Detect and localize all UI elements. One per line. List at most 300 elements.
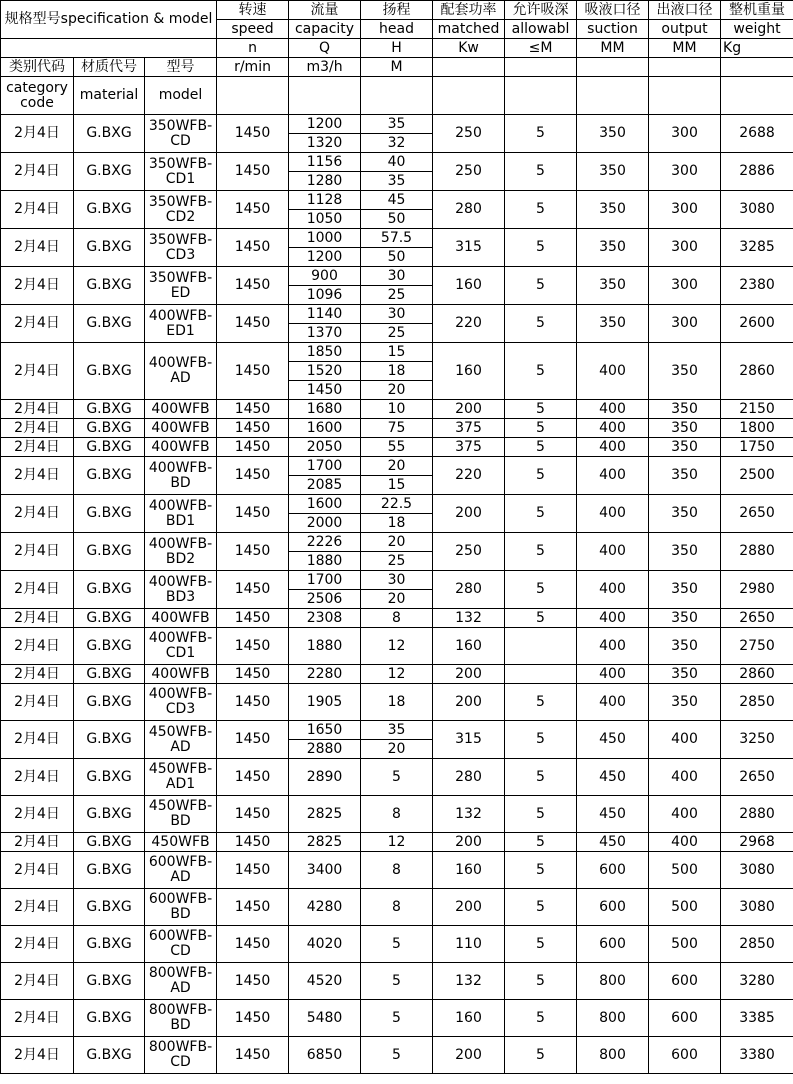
table-row <box>1 963 793 1000</box>
head-cell: 20 <box>361 590 433 609</box>
category-cell: 2月4日 <box>1 571 74 609</box>
header-unit: ≤M <box>505 39 577 58</box>
power-cell: 200 <box>433 833 505 852</box>
header-unit2 <box>649 58 721 77</box>
capacity-cell: 1700 <box>289 457 361 476</box>
weight-cell: 2650 <box>721 495 793 533</box>
capacity-cell: 6850 <box>289 1037 361 1074</box>
model-cell: 400WFB-BD1 <box>145 495 217 533</box>
table-row <box>1 400 793 419</box>
weight-cell: 1750 <box>721 438 793 457</box>
suction-depth-cell: 5 <box>505 759 577 796</box>
blank-cell <box>433 77 505 115</box>
model-cell: 800WFB-AD <box>145 963 217 1000</box>
material-cell: G.BXG <box>74 665 145 684</box>
power-cell: 160 <box>433 267 505 305</box>
suction-cell: 400 <box>577 419 649 438</box>
power-cell: 200 <box>433 889 505 926</box>
head-cell: 25 <box>361 286 433 305</box>
capacity-cell: 2890 <box>289 759 361 796</box>
header-unit2 <box>721 58 793 77</box>
head-cell: 8 <box>361 852 433 889</box>
speed-cell: 1450 <box>217 759 289 796</box>
weight-cell: 3080 <box>721 889 793 926</box>
suction-cell: 350 <box>577 153 649 191</box>
speed-cell: 1450 <box>217 1000 289 1037</box>
output-cell: 350 <box>649 438 721 457</box>
suction-cell: 400 <box>577 628 649 665</box>
head-cell: 8 <box>361 609 433 628</box>
output-cell: 500 <box>649 926 721 963</box>
table-body <box>1 1 793 1074</box>
model-cell: 400WFB-CD3 <box>145 684 217 721</box>
material-cell: G.BXG <box>74 305 145 343</box>
head-cell: 5 <box>361 1037 433 1074</box>
power-cell: 200 <box>433 665 505 684</box>
category-cell: 2月4日 <box>1 495 74 533</box>
header-en: output <box>649 20 721 39</box>
material-header: 材质代号 <box>74 58 145 77</box>
head-cell: 25 <box>361 324 433 343</box>
suction-cell: 800 <box>577 963 649 1000</box>
speed-cell: 1450 <box>217 153 289 191</box>
material-cell: G.BXG <box>74 759 145 796</box>
material-cell: G.BXG <box>74 153 145 191</box>
speed-cell: 1450 <box>217 721 289 759</box>
suction-cell: 400 <box>577 438 649 457</box>
header-en: allowabl <box>505 20 577 39</box>
speed-cell: 1450 <box>217 267 289 305</box>
table-row <box>1 495 793 514</box>
output-cell: 300 <box>649 191 721 229</box>
suction-cell: 350 <box>577 229 649 267</box>
capacity-cell: 1096 <box>289 286 361 305</box>
model-cell: 450WFB-BD <box>145 796 217 833</box>
head-cell: 30 <box>361 305 433 324</box>
output-cell: 600 <box>649 1037 721 1074</box>
speed-cell: 1450 <box>217 684 289 721</box>
category-cell: 2月4日 <box>1 1037 74 1074</box>
weight-cell: 2150 <box>721 400 793 419</box>
output-cell: 500 <box>649 889 721 926</box>
suction-depth-cell: 5 <box>505 153 577 191</box>
header-zh: 允许吸深 <box>505 1 577 20</box>
weight-cell: 2688 <box>721 115 793 153</box>
category-cell: 2月4日 <box>1 926 74 963</box>
head-cell: 55 <box>361 438 433 457</box>
capacity-cell: 1128 <box>289 191 361 210</box>
header-zh: 扬程 <box>361 1 433 20</box>
material-header-en: material <box>74 77 145 115</box>
suction-depth-cell: 5 <box>505 833 577 852</box>
category-cell: 2月4日 <box>1 833 74 852</box>
header-en: head <box>361 20 433 39</box>
model-cell: 350WFB-CD <box>145 115 217 153</box>
table-row <box>1 721 793 740</box>
suction-depth-cell: 5 <box>505 1037 577 1074</box>
suction-cell: 400 <box>577 533 649 571</box>
category-cell: 2月4日 <box>1 721 74 759</box>
capacity-cell: 4020 <box>289 926 361 963</box>
material-cell: G.BXG <box>74 438 145 457</box>
table-row <box>1 419 793 438</box>
category-cell: 2月4日 <box>1 267 74 305</box>
model-cell: 400WFB <box>145 438 217 457</box>
suction-depth-cell: 5 <box>505 419 577 438</box>
suction-cell: 600 <box>577 926 649 963</box>
suction-depth-cell: 5 <box>505 533 577 571</box>
model-cell: 600WFB-CD <box>145 926 217 963</box>
material-cell: G.BXG <box>74 495 145 533</box>
power-cell: 200 <box>433 495 505 533</box>
blank-cell <box>505 77 577 115</box>
output-cell: 350 <box>649 419 721 438</box>
category-cell: 2月4日 <box>1 115 74 153</box>
material-cell: G.BXG <box>74 963 145 1000</box>
header-unit: n <box>217 39 289 58</box>
weight-cell: 2600 <box>721 305 793 343</box>
power-cell: 132 <box>433 609 505 628</box>
power-cell: 280 <box>433 759 505 796</box>
head-cell: 20 <box>361 740 433 759</box>
table-row <box>1 438 793 457</box>
power-cell: 200 <box>433 400 505 419</box>
table-row <box>1 571 793 590</box>
head-cell: 18 <box>361 684 433 721</box>
spec-model-header: 规格型号specification & model <box>1 1 217 39</box>
header-zh: 流量 <box>289 1 361 20</box>
speed-cell: 1450 <box>217 628 289 665</box>
head-cell: 20 <box>361 533 433 552</box>
header-unit2: M <box>361 58 433 77</box>
capacity-cell: 1050 <box>289 210 361 229</box>
weight-cell: 3385 <box>721 1000 793 1037</box>
suction-cell: 400 <box>577 609 649 628</box>
material-cell: G.BXG <box>74 609 145 628</box>
suction-depth-cell: 5 <box>505 852 577 889</box>
category-cell: 2月4日 <box>1 400 74 419</box>
capacity-cell: 1880 <box>289 628 361 665</box>
head-cell: 15 <box>361 476 433 495</box>
model-cell: 400WFB-BD <box>145 457 217 495</box>
weight-cell: 2886 <box>721 153 793 191</box>
header-zh: 吸液口径 <box>577 1 649 20</box>
table-row <box>1 229 793 248</box>
header-zh: 出液口径 <box>649 1 721 20</box>
model-cell: 400WFB-ED1 <box>145 305 217 343</box>
suction-cell: 350 <box>577 115 649 153</box>
model-cell: 600WFB-AD <box>145 852 217 889</box>
header-en: matched <box>433 20 505 39</box>
head-cell: 25 <box>361 552 433 571</box>
category-cell: 2月4日 <box>1 191 74 229</box>
head-cell: 18 <box>361 514 433 533</box>
suction-cell: 350 <box>577 267 649 305</box>
capacity-cell: 1156 <box>289 153 361 172</box>
output-cell: 350 <box>649 684 721 721</box>
category-cell: 2月4日 <box>1 852 74 889</box>
suction-cell: 400 <box>577 400 649 419</box>
category-cell: 2月4日 <box>1 684 74 721</box>
power-cell: 200 <box>433 684 505 721</box>
header-zh: 转速 <box>217 1 289 20</box>
capacity-cell: 2825 <box>289 833 361 852</box>
capacity-cell: 5480 <box>289 1000 361 1037</box>
power-cell: 132 <box>433 963 505 1000</box>
head-cell: 35 <box>361 721 433 740</box>
head-cell: 18 <box>361 362 433 381</box>
model-cell: 400WFB-AD <box>145 343 217 400</box>
suction-depth-cell: 5 <box>505 571 577 609</box>
head-cell: 5 <box>361 759 433 796</box>
speed-cell: 1450 <box>217 833 289 852</box>
speed-cell: 1450 <box>217 609 289 628</box>
output-cell: 350 <box>649 343 721 400</box>
blank-cell <box>649 77 721 115</box>
category-cell: 2月4日 <box>1 665 74 684</box>
suction-cell: 350 <box>577 305 649 343</box>
output-cell: 600 <box>649 963 721 1000</box>
suction-depth-cell: 5 <box>505 796 577 833</box>
material-cell: G.BXG <box>74 400 145 419</box>
table-row <box>1 759 793 796</box>
category-cell: 2月4日 <box>1 1000 74 1037</box>
category-cell: 2月4日 <box>1 305 74 343</box>
blank-cell <box>1 39 217 58</box>
weight-cell: 3250 <box>721 721 793 759</box>
material-cell: G.BXG <box>74 191 145 229</box>
weight-cell: 2650 <box>721 609 793 628</box>
weight-cell: 2380 <box>721 267 793 305</box>
model-cell: 400WFB-BD3 <box>145 571 217 609</box>
output-cell: 350 <box>649 495 721 533</box>
suction-cell: 450 <box>577 721 649 759</box>
suction-depth-cell: 5 <box>505 115 577 153</box>
weight-cell: 2980 <box>721 571 793 609</box>
suction-cell: 450 <box>577 759 649 796</box>
power-cell: 250 <box>433 115 505 153</box>
weight-cell: 2650 <box>721 759 793 796</box>
table-row <box>1 796 793 833</box>
category-cell: 2月4日 <box>1 457 74 495</box>
model-cell: 400WFB-BD2 <box>145 533 217 571</box>
category-cell: 2月4日 <box>1 889 74 926</box>
suction-cell: 400 <box>577 457 649 495</box>
head-cell: 50 <box>361 210 433 229</box>
category-cell: 2月4日 <box>1 419 74 438</box>
speed-cell: 1450 <box>217 889 289 926</box>
speed-cell: 1450 <box>217 495 289 533</box>
head-cell: 5 <box>361 963 433 1000</box>
output-cell: 300 <box>649 305 721 343</box>
capacity-cell: 1370 <box>289 324 361 343</box>
suction-cell: 350 <box>577 191 649 229</box>
power-cell: 280 <box>433 191 505 229</box>
suction-cell: 600 <box>577 889 649 926</box>
material-cell: G.BXG <box>74 926 145 963</box>
weight-cell: 2500 <box>721 457 793 495</box>
header-unit: Q <box>289 39 361 58</box>
capacity-cell: 1200 <box>289 115 361 134</box>
suction-depth-cell: 5 <box>505 889 577 926</box>
header-unit: MM <box>577 39 649 58</box>
suction-depth-cell: 5 <box>505 963 577 1000</box>
material-cell: G.BXG <box>74 419 145 438</box>
capacity-cell: 3400 <box>289 852 361 889</box>
power-cell: 160 <box>433 852 505 889</box>
capacity-cell: 2000 <box>289 514 361 533</box>
speed-cell: 1450 <box>217 457 289 495</box>
capacity-cell: 2825 <box>289 796 361 833</box>
model-cell: 350WFB-CD2 <box>145 191 217 229</box>
suction-depth-cell: 5 <box>505 684 577 721</box>
capacity-cell: 1700 <box>289 571 361 590</box>
head-cell: 35 <box>361 115 433 134</box>
weight-cell: 3280 <box>721 963 793 1000</box>
model-header-en: model <box>145 77 217 115</box>
speed-cell: 1450 <box>217 852 289 889</box>
head-cell: 30 <box>361 571 433 590</box>
head-cell: 12 <box>361 628 433 665</box>
table-row <box>1 457 793 476</box>
capacity-cell: 2308 <box>289 609 361 628</box>
capacity-cell: 1905 <box>289 684 361 721</box>
capacity-cell: 1140 <box>289 305 361 324</box>
head-cell: 30 <box>361 267 433 286</box>
suction-depth-cell: 5 <box>505 343 577 400</box>
capacity-cell: 1200 <box>289 248 361 267</box>
header-unit: MM <box>649 39 721 58</box>
table-row <box>1 665 793 684</box>
material-cell: G.BXG <box>74 796 145 833</box>
speed-cell: 1450 <box>217 571 289 609</box>
power-cell: 315 <box>433 721 505 759</box>
material-cell: G.BXG <box>74 343 145 400</box>
capacity-cell: 2280 <box>289 665 361 684</box>
output-cell: 350 <box>649 533 721 571</box>
material-cell: G.BXG <box>74 852 145 889</box>
table-row <box>1 609 793 628</box>
model-cell: 450WFB <box>145 833 217 852</box>
output-cell: 300 <box>649 229 721 267</box>
speed-cell: 1450 <box>217 533 289 571</box>
head-cell: 8 <box>361 889 433 926</box>
speed-cell: 1450 <box>217 419 289 438</box>
head-cell: 5 <box>361 926 433 963</box>
power-cell: 200 <box>433 1037 505 1074</box>
suction-depth-cell: 5 <box>505 1000 577 1037</box>
head-cell: 32 <box>361 134 433 153</box>
table-row <box>1 153 793 172</box>
model-cell: 400WFB-CD1 <box>145 628 217 665</box>
suction-depth-cell: 5 <box>505 495 577 533</box>
category-cell: 2月4日 <box>1 609 74 628</box>
material-cell: G.BXG <box>74 889 145 926</box>
suction-depth-cell: 5 <box>505 721 577 759</box>
power-cell: 132 <box>433 796 505 833</box>
head-cell: 5 <box>361 1000 433 1037</box>
suction-depth-cell: 5 <box>505 609 577 628</box>
suction-cell: 450 <box>577 796 649 833</box>
model-cell: 350WFB-CD1 <box>145 153 217 191</box>
weight-cell: 2850 <box>721 926 793 963</box>
head-cell: 35 <box>361 172 433 191</box>
weight-cell: 1800 <box>721 419 793 438</box>
capacity-cell: 1850 <box>289 343 361 362</box>
table-row <box>1 267 793 286</box>
material-cell: G.BXG <box>74 833 145 852</box>
capacity-cell: 2880 <box>289 740 361 759</box>
head-cell: 40 <box>361 153 433 172</box>
table-row <box>1 343 793 362</box>
model-cell: 350WFB-ED <box>145 267 217 305</box>
suction-cell: 400 <box>577 571 649 609</box>
power-cell: 250 <box>433 153 505 191</box>
table-row <box>1 628 793 665</box>
blank-cell <box>577 77 649 115</box>
capacity-cell: 1450 <box>289 381 361 400</box>
capacity-cell: 1650 <box>289 721 361 740</box>
table-row <box>1 852 793 889</box>
material-cell: G.BXG <box>74 684 145 721</box>
suction-cell: 600 <box>577 852 649 889</box>
head-cell: 50 <box>361 248 433 267</box>
header-zh: 整机重量 <box>721 1 793 20</box>
head-cell: 15 <box>361 343 433 362</box>
material-cell: G.BXG <box>74 533 145 571</box>
model-cell: 450WFB-AD1 <box>145 759 217 796</box>
suction-cell: 400 <box>577 665 649 684</box>
model-cell: 400WFB <box>145 609 217 628</box>
output-cell: 400 <box>649 721 721 759</box>
table-row <box>1 191 793 210</box>
category-cell: 2月4日 <box>1 438 74 457</box>
head-cell: 20 <box>361 381 433 400</box>
head-cell: 12 <box>361 665 433 684</box>
capacity-cell: 2226 <box>289 533 361 552</box>
power-cell: 375 <box>433 438 505 457</box>
table-row <box>1 1037 793 1074</box>
weight-cell: 3080 <box>721 852 793 889</box>
header-unit2: r/min <box>217 58 289 77</box>
head-cell: 12 <box>361 833 433 852</box>
speed-cell: 1450 <box>217 1037 289 1074</box>
speed-cell: 1450 <box>217 305 289 343</box>
suction-depth-cell <box>505 665 577 684</box>
header-unit2 <box>577 58 649 77</box>
material-cell: G.BXG <box>74 115 145 153</box>
output-cell: 350 <box>649 571 721 609</box>
power-cell: 160 <box>433 1000 505 1037</box>
header-unit: H <box>361 39 433 58</box>
output-cell: 300 <box>649 267 721 305</box>
suction-depth-cell: 5 <box>505 305 577 343</box>
header-en: weight <box>721 20 793 39</box>
suction-depth-cell: 5 <box>505 267 577 305</box>
model-cell: 400WFB <box>145 419 217 438</box>
weight-cell: 3080 <box>721 191 793 229</box>
table-row <box>1 305 793 324</box>
suction-depth-cell: 5 <box>505 926 577 963</box>
speed-cell: 1450 <box>217 115 289 153</box>
speed-cell: 1450 <box>217 343 289 400</box>
table-row <box>1 533 793 552</box>
header-unit: Kg <box>721 39 793 58</box>
capacity-cell: 1280 <box>289 172 361 191</box>
head-cell: 22.5 <box>361 495 433 514</box>
category-cell: 2月4日 <box>1 153 74 191</box>
capacity-cell: 4520 <box>289 963 361 1000</box>
